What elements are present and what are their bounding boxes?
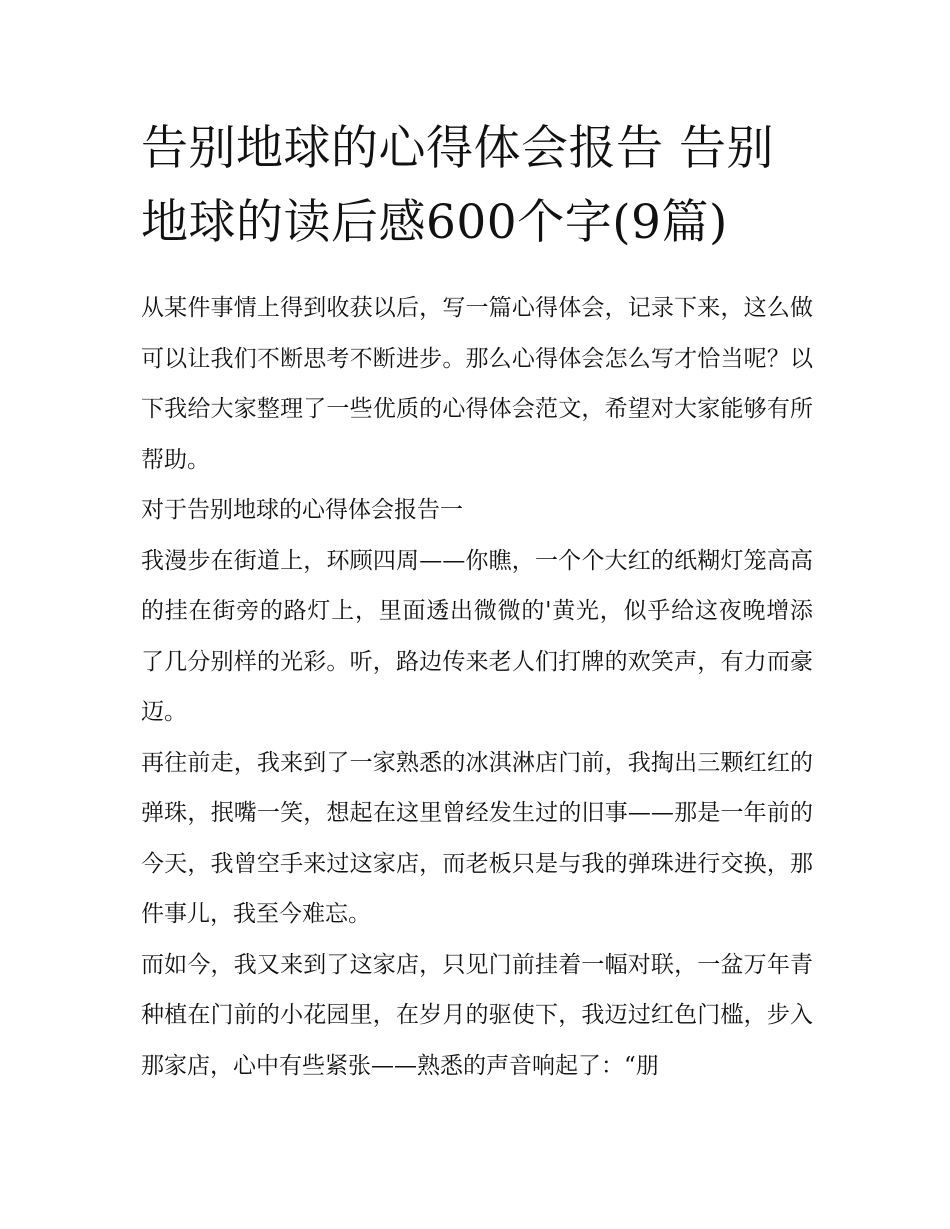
document-title: 告别地球的心得体会报告 告别地球的读后感600个字(9篇) bbox=[141, 121, 774, 250]
body-paragraph: 我漫步在街道上，环顾四周——你瞧，一个个大红的纸糊灯笼高高的挂在街旁的路灯上，里面透出微微的'黄光，似乎给这夜晚增添了几分别样的光彩。听，路边传来老人们打牌的欢笑声，有力而豪迈。 bbox=[141, 547, 813, 725]
document-body bbox=[141, 283, 813, 1091]
document-content bbox=[141, 112, 813, 1091]
body-paragraph: 而如今，我又来到了这家店，只见门前挂着一幅对联，一盆万年青种植在门前的小花园里，在岁月的驱使下，我迈过红色门槛，步入那家店，心中有些紧张——熟悉的声音响起了：“朋 bbox=[141, 951, 813, 1079]
intro-paragraph: 从某件事情上得到收获以后，写一篇心得体会，记录下来，这么做可以让我们不断思考不断进步。那么心得体会怎么写才恰当呢？以下我给大家整理了一些优质的心得体会范文，希望对大家能够有所帮助。 bbox=[141, 295, 813, 473]
body-paragraph: 再往前走，我来到了一家熟悉的冰淇淋店门前，我掏出三颗红红的弹珠，抿嘴一笑，想起在这里曾经发生过的旧事——那是一年前的今天，我曾空手来过这家店，而老板只是与我的弹珠进行交换，那件事儿，我至今难忘。 bbox=[141, 749, 813, 927]
section-heading: 对于告别地球的心得体会报告一 bbox=[141, 497, 463, 523]
